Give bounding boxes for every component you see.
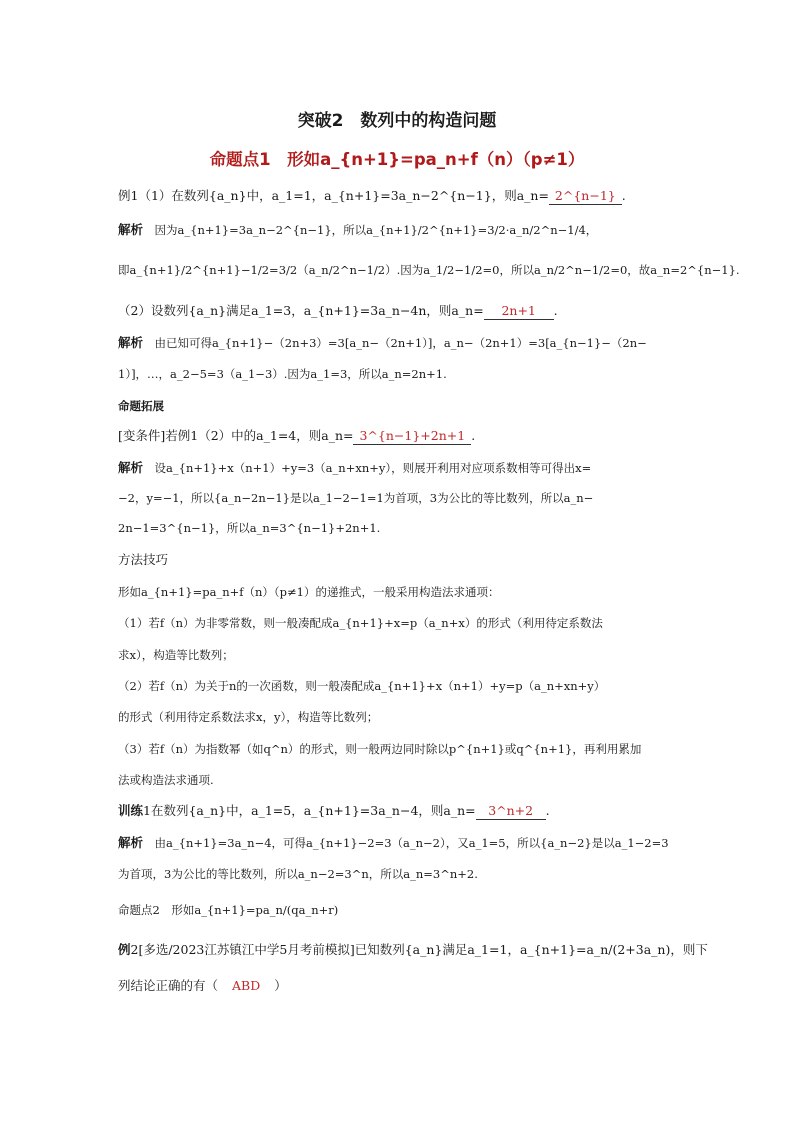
variant-question: [变条件]若例1（2）中的a_1=4，则a_n= 3^{n−1}+2n+1 . (118, 428, 476, 443)
answer-blank: 2n+1 (484, 303, 554, 320)
example-1-2: （2）设数列{a_n}满足a_1=3，a_{n+1}=3a_n−4n，则a_n= 2n+1 . (118, 303, 558, 318)
answer-choice: ABD (232, 978, 261, 993)
subheading: 命题拓展 (118, 399, 164, 413)
method-line: （2）若f（n）为关于n的一次函数，则一般凑配成a_{n+1}+x（n+1）+y=p（a_n+xn+y） (118, 679, 606, 693)
example-2-continued: 列结论正确的有（ ABD ） (118, 978, 287, 993)
method-line: 法或构造法求通项. (118, 773, 214, 787)
solution-label: 解析 (118, 460, 144, 475)
training-question: 训练1在数列{a_n}中，a_1=5，a_{n+1}=3a_n−4，则a_n= 3^n+2 . (118, 803, 550, 818)
subheading: 命题点2 形如a_{n+1}=pa_n/(qa_n+r) (118, 903, 339, 917)
answer-blank: 3^n+2 (476, 803, 546, 820)
answer-blank: 2^{n−1} (549, 188, 622, 205)
answer-blank: 3^{n−1}+2n+1 (353, 428, 471, 445)
solution-line: 解析 由已知可得a_{n+1}−（2n+3）=3[a_n−（2n+1）]，a_n−（2n+1）=3[a_{n−1}−（2n− (118, 335, 647, 350)
solution-line: 解析 因为a_{n+1}=3a_n−2^{n−1}，所以a_{n+1}/2^{n+1}=3/2·a_n/2^n−1/4， (118, 222, 598, 237)
method-line: 的形式（利用待定系数法求x，y），构造等比数列； (118, 710, 379, 724)
solution-line: 解析 由a_{n+1}=3a_n−4，可得a_{n+1}−2=3（a_n−2），又a_1=5，所以{a_n−2}是以a_1−2=3 (118, 835, 669, 850)
subheading: 方法技巧 (118, 552, 169, 567)
solution-line: 2n−1=3^{n−1}，所以a_n=3^{n−1}+2n+1. (118, 521, 381, 535)
solution-line: 即a_{n+1}/2^{n+1}−1/2=3/2（a_n/2^n−1/2）.因为a_1/2−1/2=0，所以a_n/2^n−1/2=0，故a_n=2^{n−1}. (118, 263, 740, 277)
solution-line: −2，y=−1，所以{a_n−2n−1}是以a_1−2−1=1为首项，3为公比的等比数列，所以a_n− (118, 491, 594, 505)
solution-line: 1）]，…，a_2−5=3（a_1−3）.因为a_1=3，所以a_n=2n+1. (118, 367, 447, 381)
method-line: 求x），构造等比数列； (118, 648, 234, 662)
section-heading: 命题点1 形如a_{n+1}=pa_n+f（n）（p≠1） (209, 150, 585, 169)
solution-label: 解析 (118, 835, 144, 850)
solution-label: 解析 (118, 335, 144, 350)
solution-line: 解析 设a_{n+1}+x（n+1）+y=3（a_n+xn+y），则展开利用对应项系数相等可得出x= (118, 460, 592, 475)
solution-label: 解析 (118, 222, 144, 237)
solution-line: 为首项，3为公比的等比数列，所以a_n−2=3^n，所以a_n=3^n+2. (118, 867, 478, 881)
method-line: （3）若f（n）为指数幂（如q^n）的形式，则一般两边同时除以p^{n+1}或q^{n+1}，再利用累加 (118, 742, 642, 756)
method-line: （1）若f（n）为非零常数，则一般凑配成a_{n+1}+x=p（a_n+x）的形式（利用待定系数法 (118, 616, 603, 630)
page-title: 突破2 数列中的构造问题 (297, 111, 497, 131)
method-line: 形如a_{n+1}=pa_n+f（n）（p≠1）的递推式，一般采用构造法求通项： (118, 585, 500, 599)
example-2: 例2[多选/2023江苏镇江中学5月考前模拟]已知数列{a_n}满足a_1=1，a_{n+1}=a_n/(2+3a_n)，则下 (118, 942, 708, 957)
example-1-1: 例1（1）在数列{a_n}中，a_1=1，a_{n+1}=3a_n−2^{n−1}，则a_n= 2^{n−1} . (118, 188, 626, 203)
